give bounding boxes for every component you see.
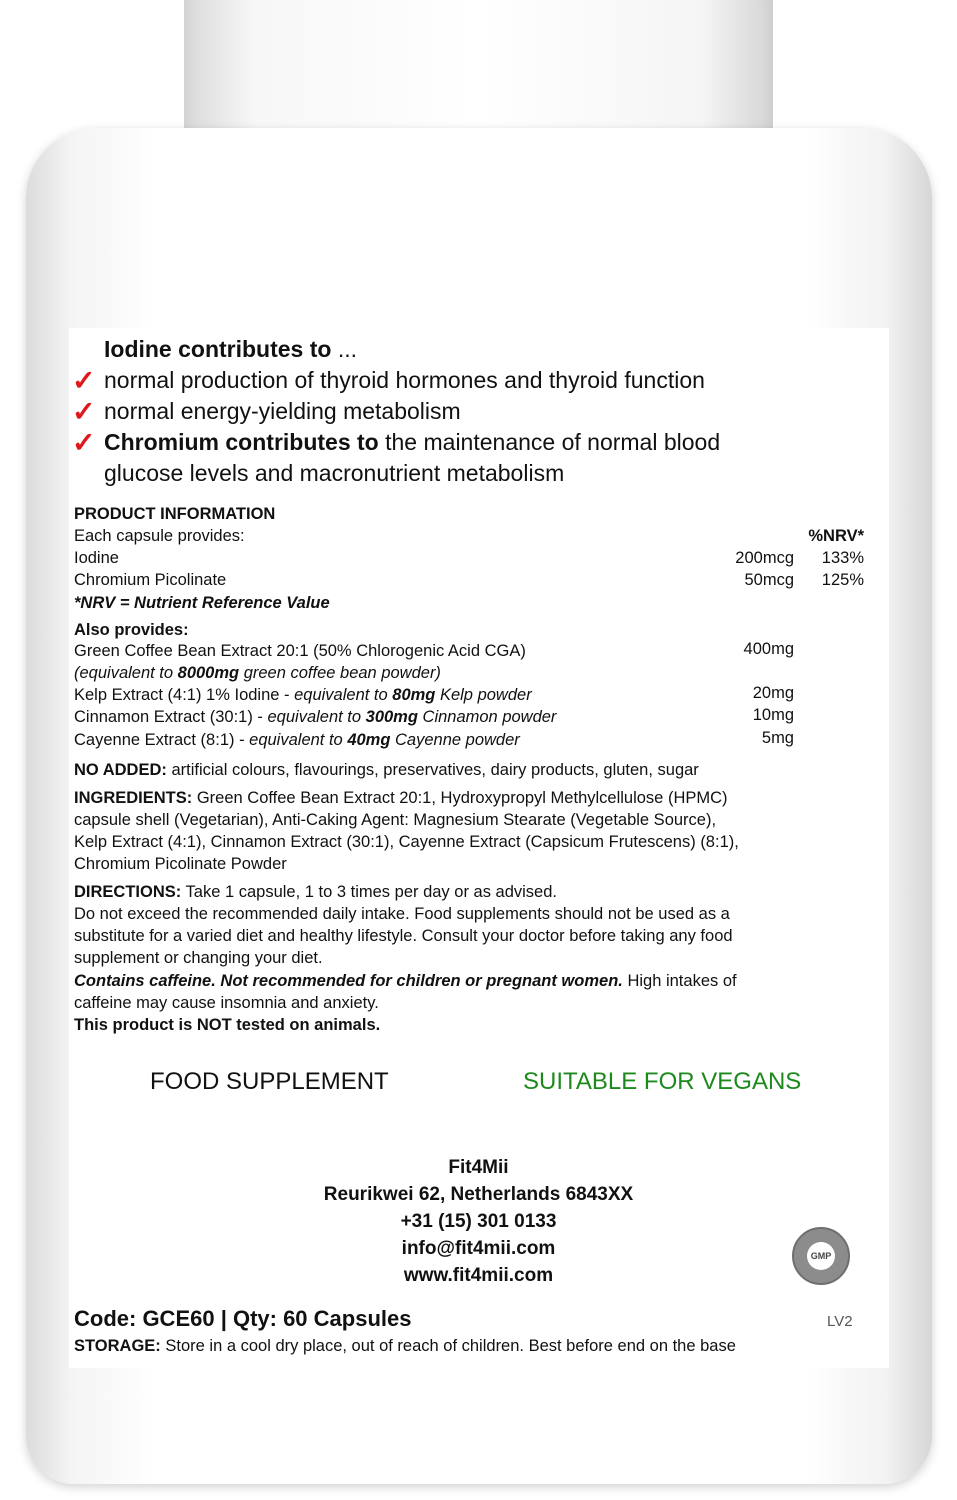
nutrient-name: Iodine — [74, 549, 119, 567]
nutrient-amount: 50mcg — [744, 571, 794, 589]
claim-item: normal production of thyroid hormones and thyroid function — [104, 367, 705, 393]
directions-line: Do not exceed the recommended daily intake. Food supplements should not be used as a — [74, 905, 730, 923]
green-coffee-amount: 400mg — [743, 640, 794, 658]
food-supplement-label: FOOD SUPPLEMENT — [150, 1068, 389, 1095]
green-coffee-line: Green Coffee Bean Extract 20:1 (50% Chlorogenic Acid CGA) — [74, 642, 526, 660]
vegan-label: SUITABLE FOR VEGANS — [523, 1068, 802, 1095]
company-address: Reurikwei 62, Netherlands 6843XX — [323, 1184, 634, 1205]
claims-heading: Iodine contributes to ... — [104, 336, 358, 362]
cayenne-line: Cayenne Extract (8:1) - equivalent to 40mg Cayenne powder — [74, 731, 520, 749]
cinnamon-amount: 10mg — [752, 706, 794, 724]
storage-line: STORAGE: Store in a cool dry place, out of reach of children. Best before end on the base — [74, 1337, 736, 1355]
nrv-header: %NRV* — [808, 527, 864, 545]
product-info-heading: PRODUCT INFORMATION — [74, 505, 276, 523]
cinnamon-line: Cinnamon Extract (30:1) - equivalent to 300mg Cinnamon powder — [74, 708, 557, 726]
caffeine-warning-continued: caffeine may cause insomnia and anxiety. — [74, 994, 379, 1012]
animal-testing-note: This product is NOT tested on animals. — [74, 1016, 381, 1034]
product-code: Code: GCE60 | Qty: 60 Capsules — [74, 1306, 412, 1331]
nutrient-nrv: 133% — [821, 549, 864, 567]
nrv-footnote: *NRV = Nutrient Reference Value — [74, 594, 330, 612]
ingredients-line: INGREDIENTS: Green Coffee Bean Extract 20:1, Hydroxypropyl Methylcellulose (HPMC) — [74, 789, 728, 807]
claim-item-continued: glucose levels and macronutrient metabolism — [104, 460, 565, 486]
checkmark-icon: ✓ — [72, 427, 96, 458]
company-name: Fit4Mii — [448, 1157, 509, 1178]
nutrient-nrv: 125% — [821, 571, 864, 589]
claim-item: Chromium contributes to the maintenance of normal blood — [104, 429, 721, 455]
ingredients-line: capsule shell (Vegetarian), Anti-Caking Agent: Magnesium Stearate (Vegetable Source), — [74, 811, 717, 829]
company-website: www.fit4mii.com — [403, 1265, 554, 1286]
nutrient-name: Chromium Picolinate — [74, 571, 227, 589]
cayenne-amount: 5mg — [761, 729, 794, 747]
company-email: info@fit4mii.com — [401, 1238, 556, 1259]
ingredients-line: Kelp Extract (4:1), Cinnamon Extract (30:1), Cayenne Extract (Capsicum Frutescens) (8:1), — [74, 833, 739, 851]
green-coffee-equivalent: (equivalent to 8000mg green coffee bean powder) — [74, 664, 441, 682]
checkmark-icon: ✓ — [72, 396, 96, 427]
nutrient-amount: 200mcg — [735, 549, 794, 567]
ingredients-line: Chromium Picolinate Powder — [74, 855, 287, 873]
caffeine-warning: Contains caffeine. Not recommended for children or pregnant women. High intakes of — [74, 972, 737, 990]
directions-line: substitute for a varied diet and healthy lifestyle. Consult your doctor before taking any food — [74, 927, 733, 945]
directions-line: supplement or changing your diet. — [74, 949, 323, 967]
checkmark-icon: ✓ — [72, 365, 96, 396]
directions-line: DIRECTIONS: Take 1 capsule, 1 to 3 times per day or as advised. — [74, 883, 557, 901]
gmp-seal-icon — [792, 1227, 850, 1285]
kelp-amount: 20mg — [752, 684, 794, 702]
company-phone: +31 (15) 301 0133 — [400, 1211, 557, 1232]
no-added-line: NO ADDED: artificial colours, flavourings, preservatives, dairy products, gluten, sugar — [74, 761, 699, 779]
kelp-line: Kelp Extract (4:1) 1% Iodine - equivalent to 80mg Kelp powder — [74, 686, 532, 704]
each-capsule-label: Each capsule provides: — [74, 527, 245, 545]
gmp-seal-text: GMP — [807, 1242, 835, 1270]
label-version: LV2 — [827, 1313, 853, 1330]
claim-item: normal energy-yielding metabolism — [104, 398, 461, 424]
also-provides-heading: Also provides: — [74, 621, 189, 639]
